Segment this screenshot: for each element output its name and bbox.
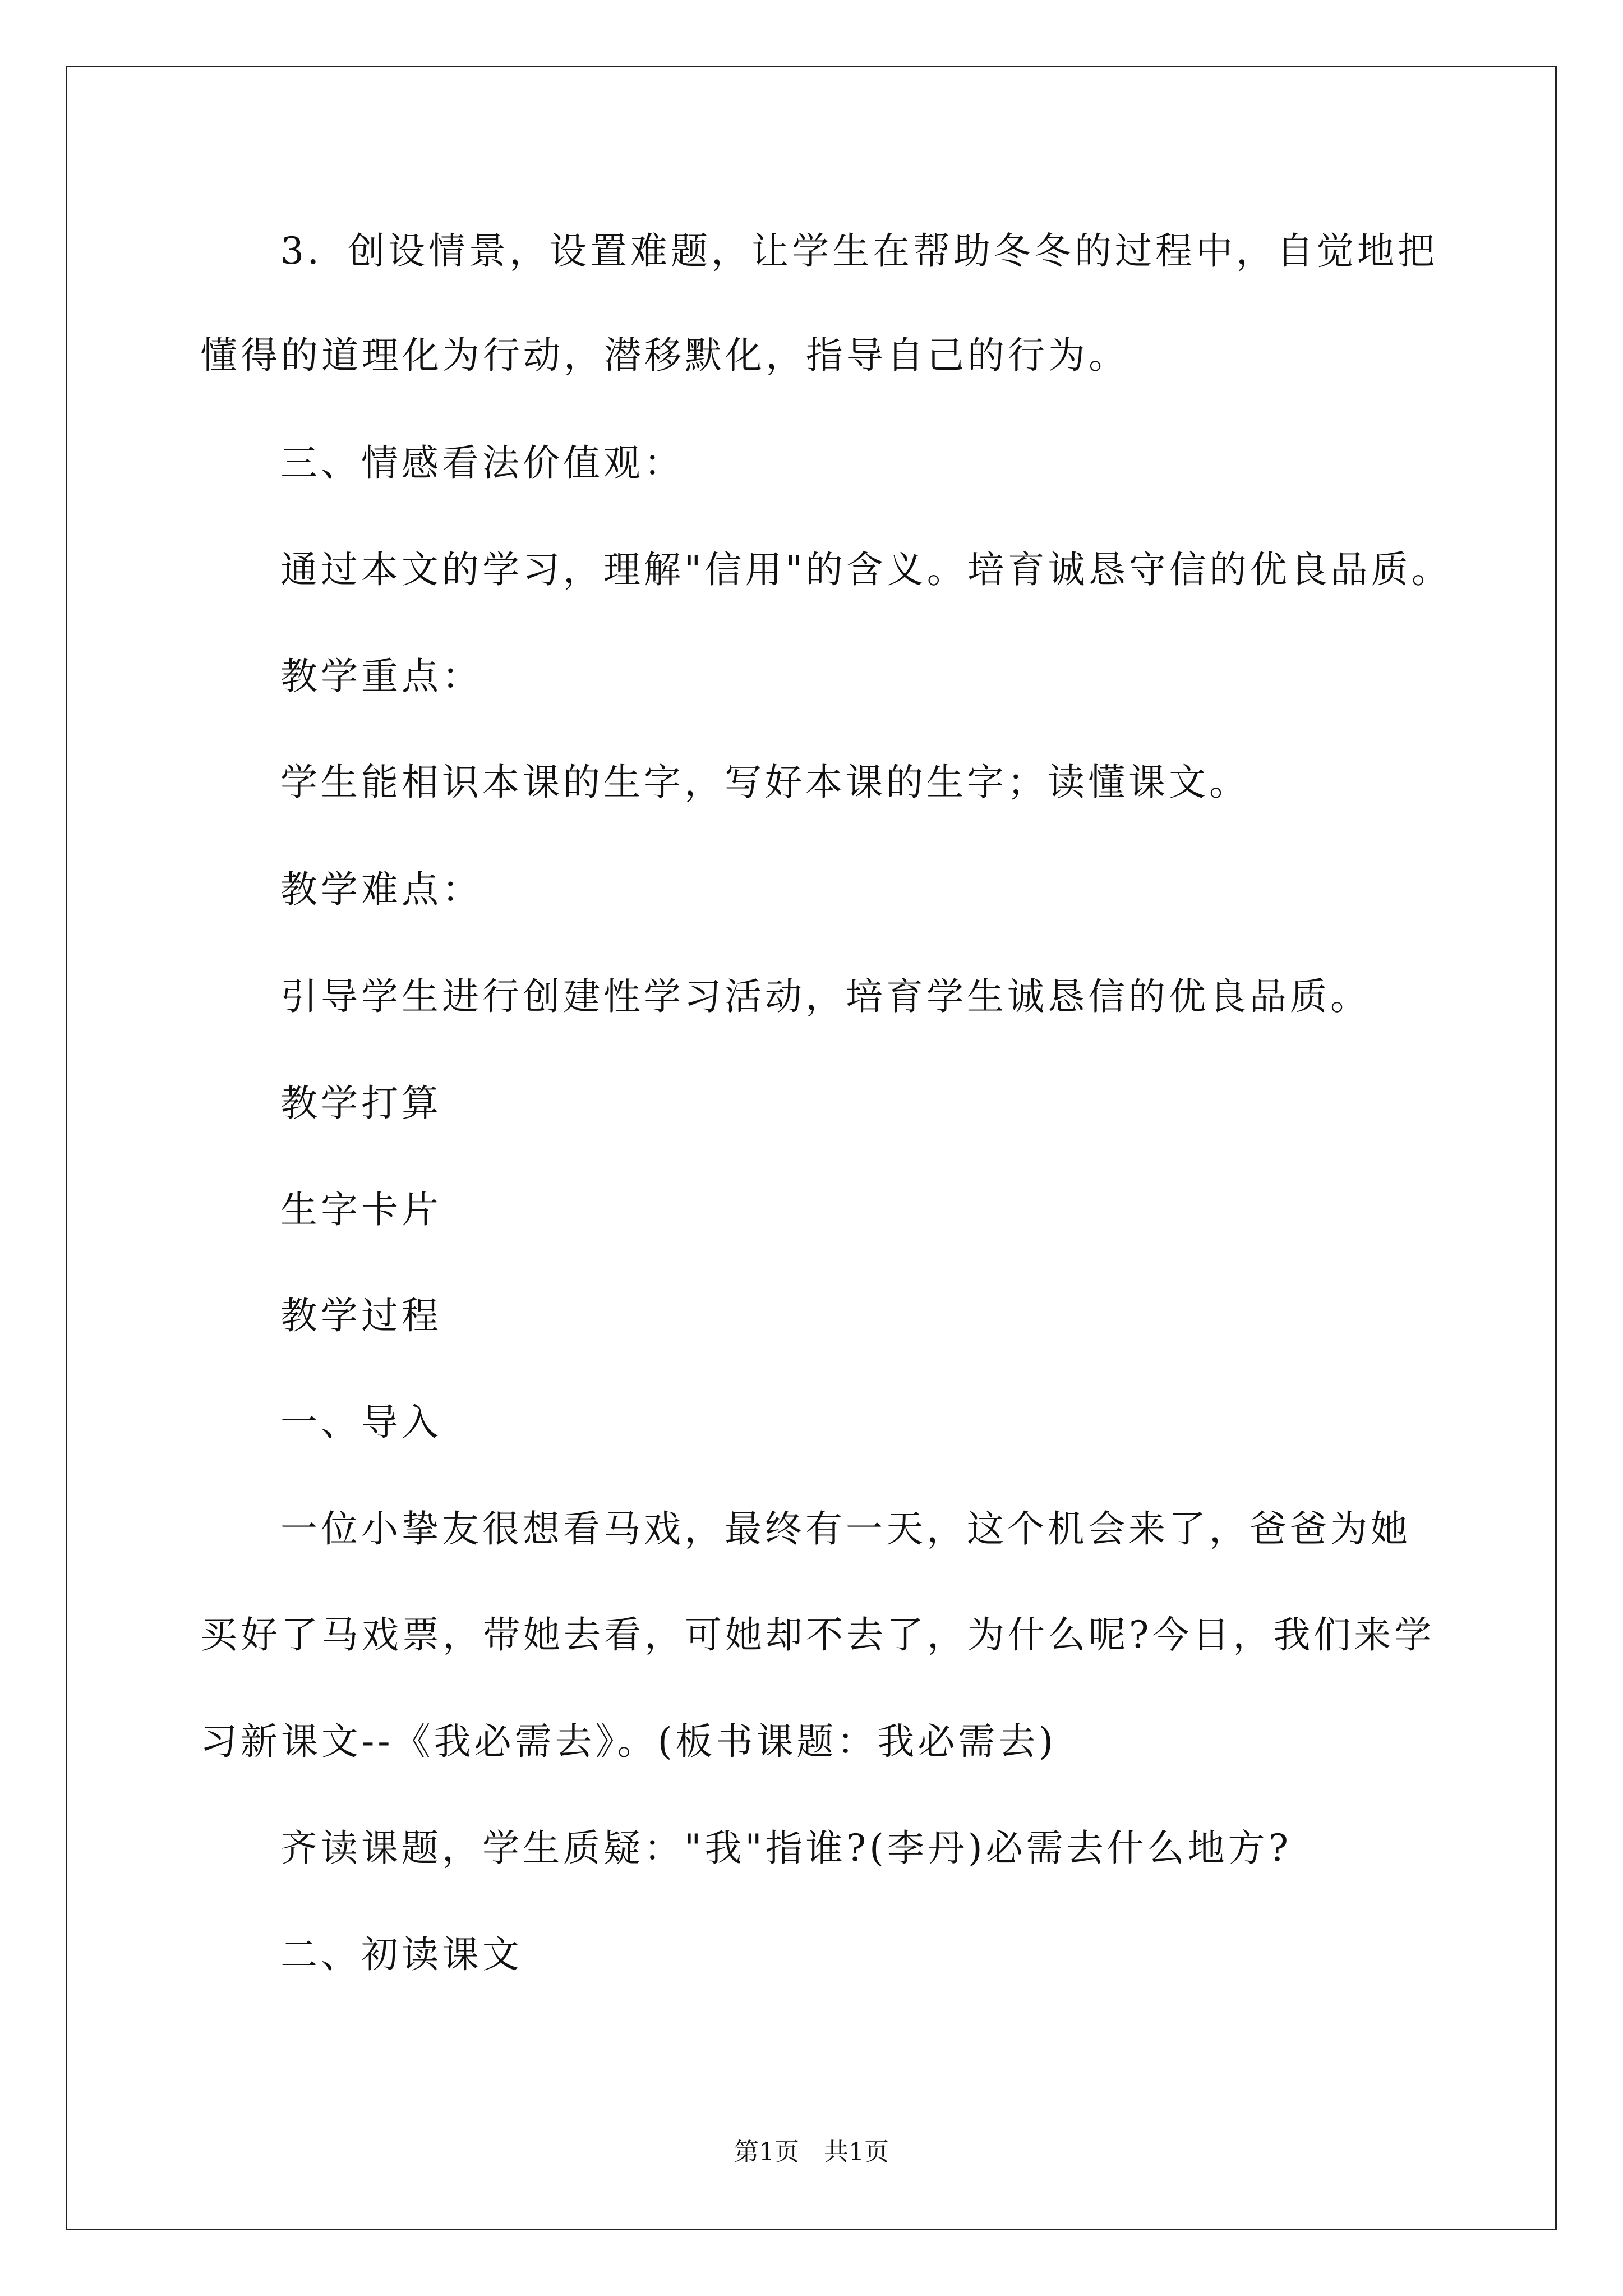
section-heading-first-read: 二、初读课文	[280, 1933, 523, 1976]
heading-key-points: 教学重点：	[280, 655, 482, 698]
paragraph-key-points: 学生能相识本课的生字，写好本课的生字；读懂课文。	[280, 761, 1249, 804]
paragraph-emotion-goal: 通过本文的学习，理解"信用"的含义。培育诚恳守信的优良品质。	[280, 548, 1452, 591]
heading-process: 教学过程	[280, 1294, 442, 1337]
heading-difficulties: 教学难点：	[280, 868, 482, 911]
section-heading-intro: 一、导入	[280, 1401, 442, 1444]
paragraph-preparation: 生字卡片	[280, 1188, 442, 1231]
paragraph-difficulties: 引导学生进行创建性学习活动，培育学生诚恳信的优良品质。	[280, 975, 1371, 1018]
paragraph-1-line-2: 懂得的道理化为行动，潜移默化，指导自己的行为。	[200, 334, 1129, 377]
paragraph-intro-line-3: 习新课文--《我必需去》。(板书课题：我必需去)	[200, 1720, 1057, 1763]
page-footer: 第1页 共1页	[734, 2138, 889, 2166]
paragraph-intro-line-1: 一位小挚友很想看马戏，最终有一天，这个机会来了，爸爸为她	[280, 1507, 1411, 1550]
section-heading-emotion: 三、情感看法价值观：	[280, 441, 684, 485]
heading-preparation: 教学打算	[280, 1082, 442, 1125]
paragraph-read-title: 齐读课题，学生质疑："我"指谁?(李丹)必需去什么地方?	[280, 1826, 1292, 1870]
paragraph-intro-line-2: 买好了马戏票，带她去看，可她却不去了，为什么呢?今日，我们来学	[200, 1613, 1435, 1657]
page-border	[66, 66, 1557, 2230]
paragraph-1-line-1: 3．创设情景，设置难题，让学生在帮助冬冬的过程中，自觉地把	[280, 229, 1438, 273]
